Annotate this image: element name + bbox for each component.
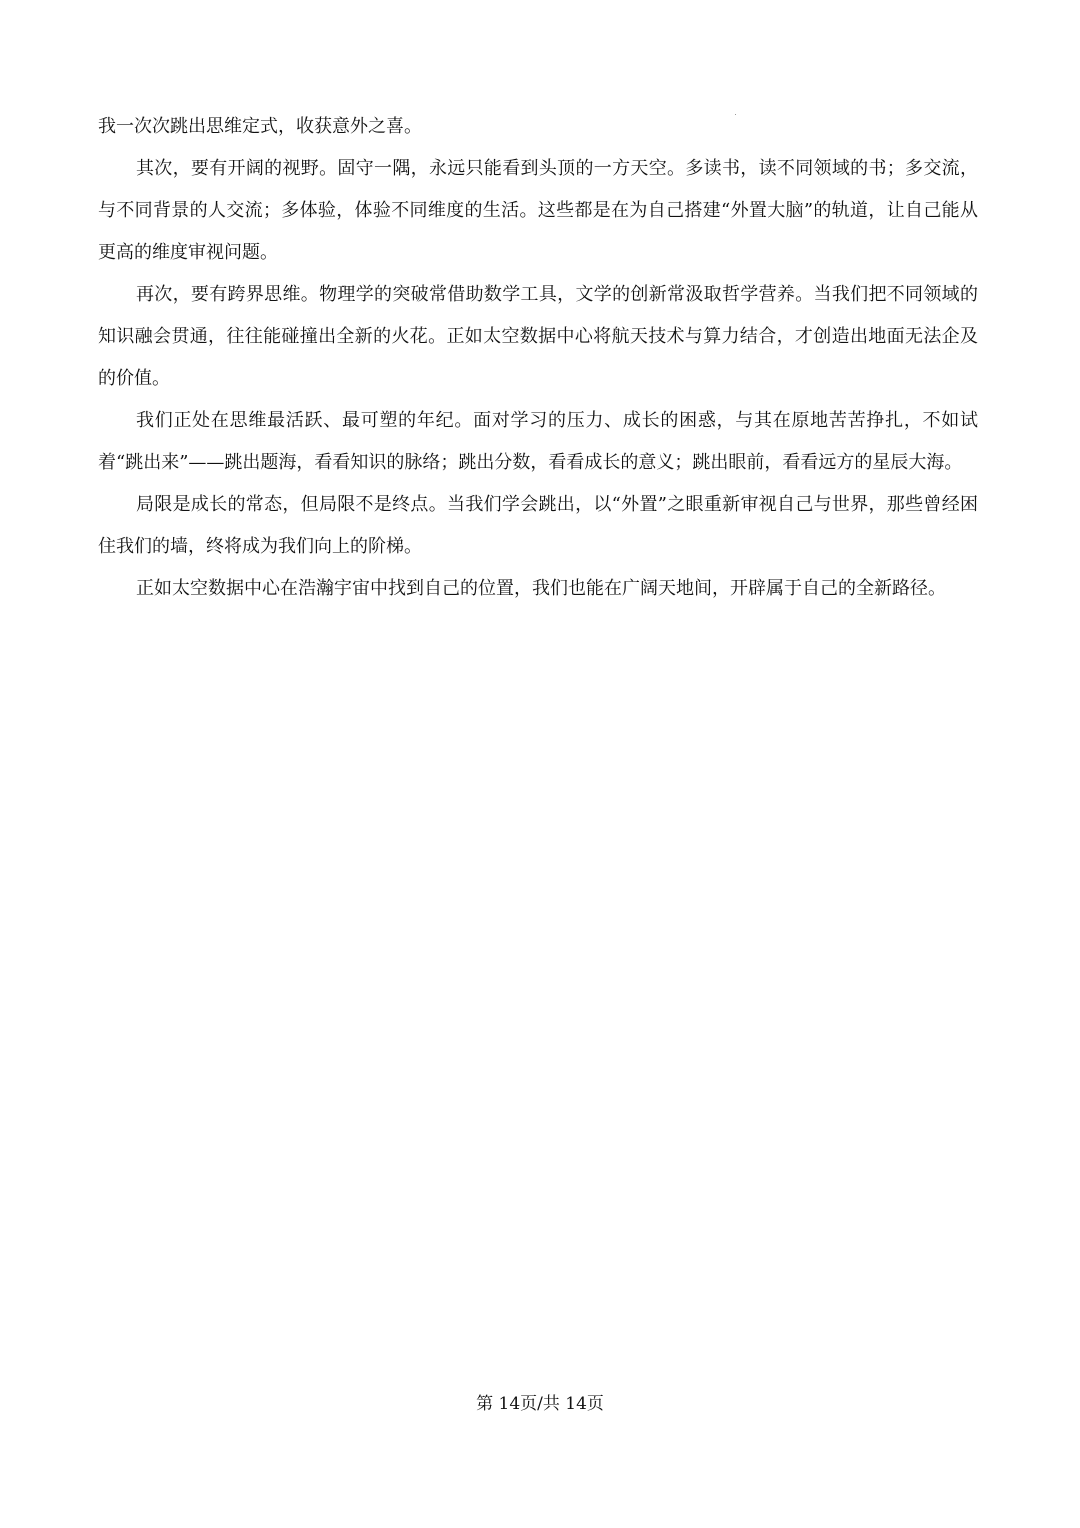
paragraph-continuation: 我一次次跳出思维定式，收获意外之喜。: [98, 116, 422, 137]
paragraph-broad-vision: 其次，要有开阔的视野。固守一隅，永远只能看到头顶的一方天空。多读书，读不同领域的书；多交流，与不同背景的人交流；多体验，体验不同维度的生活。这些都是在为自己搭建“外置大脑”的轨道，让自己能从更高的维度审视问题。: [98, 158, 978, 263]
paragraph-limits: 局限是成长的常态，但局限不是终点。当我们学会跳出，以“外置”之眼重新审视自己与世界，那些曾经困住我们的墙，终将成为我们向上的阶梯。: [98, 494, 978, 557]
page-number: 第 14页/共 14页: [476, 1394, 604, 1414]
paragraph-cross-disciplinary: 再次，要有跨界思维。物理学的突破常借助数学工具，文学的创新常汲取哲学营养。当我们把不同领域的知识融会贯通，往往能碰撞出全新的火花。正如太空数据中心将航天技术与算力结合，才创造出地面无法企及的价值。: [98, 284, 978, 389]
paragraph-jump-out: 我们正处在思维最活跃、最可塑的年纪。面对学习的压力、成长的困惑，与其在原地苦苦挣扎，不如试着“跳出来”——跳出题海，看看知识的脉络；跳出分数，看看成长的意义；跳出眼前，看看远方的星辰大海。: [98, 410, 978, 473]
paragraph-conclusion: 正如太空数据中心在浩瀚宇宙中找到自己的位置，我们也能在广阔天地间，开辟属于自己的全新路径。: [136, 578, 946, 599]
essay-body: [98, 106, 978, 610]
